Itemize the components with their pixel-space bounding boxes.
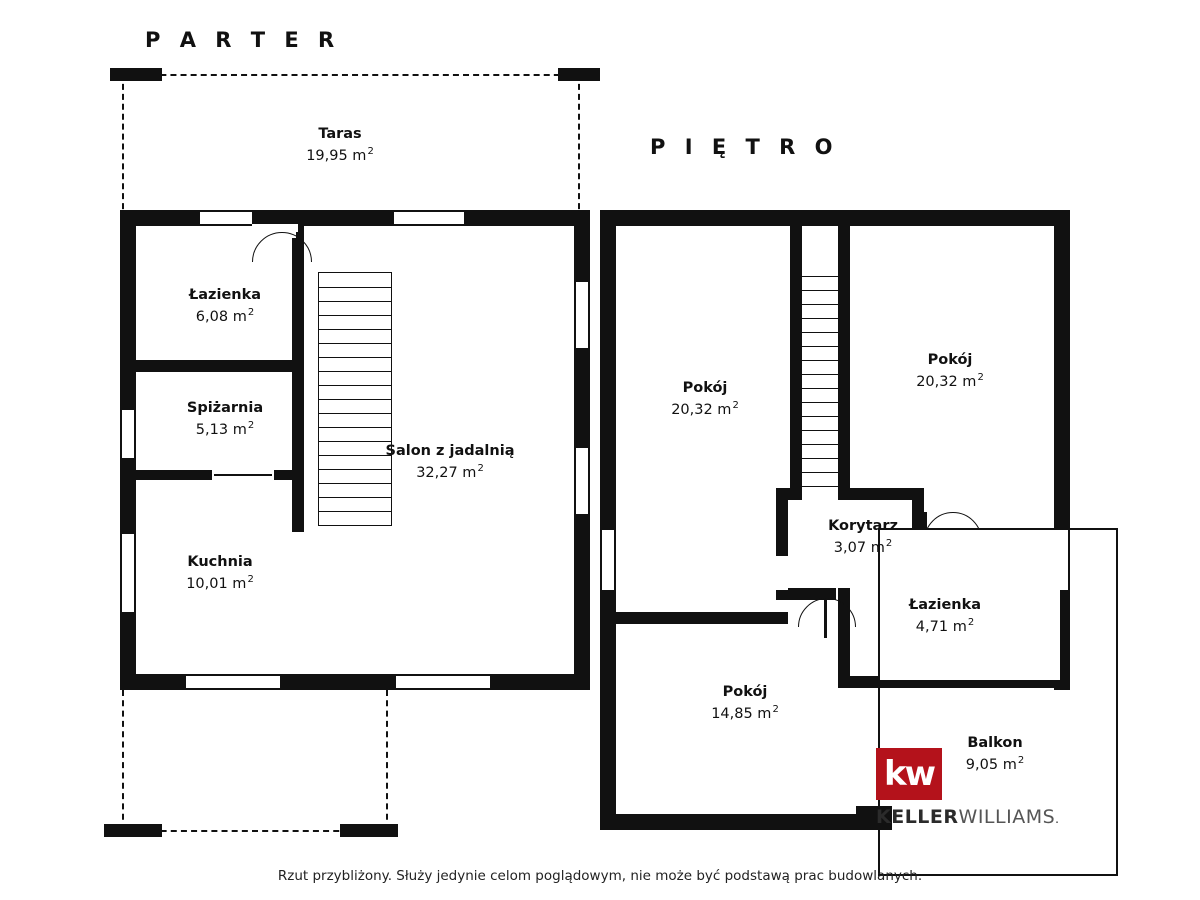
room-label-korytarz: Korytarz 3,07 $m^2$	[828, 518, 898, 556]
room-label-salon-z-jadalnia: Salon z jadalnią 32,27 $m^2$	[385, 443, 515, 481]
uf-wall-stair-right	[838, 226, 850, 498]
uf-wall-left	[600, 210, 616, 830]
uf-door-leaf-room	[824, 600, 827, 638]
gf-interior-wall-bath-pantry	[136, 360, 302, 372]
kw-wordmark-light: WILLIAMS	[958, 806, 1056, 828]
disclaimer-text: Rzut przybliżony. Służy jedynie celom poglądowym, nie może być podstawą prac budowlanych.	[277, 868, 923, 884]
room-label-pokoj-2: Pokój 20,32 $m^2$	[916, 352, 984, 390]
gf-window-right-2	[576, 448, 588, 514]
uf-wall-top	[600, 210, 1070, 226]
uf-door-opening-corridor-left	[776, 556, 788, 590]
entrance-post-bl	[104, 824, 162, 837]
gf-staircase	[318, 272, 392, 526]
uf-wall-room-divider	[616, 612, 788, 624]
floor-title-parter: P A R T E R	[145, 28, 341, 52]
kw-wordmark	[876, 806, 1066, 828]
kw-wordmark-bold: KELLER	[876, 806, 959, 828]
floor-title-pietro: P I Ę T R O	[650, 135, 839, 159]
gf-wall-top	[120, 210, 590, 226]
gf-door-leaf-bathroom	[296, 232, 299, 272]
gf-window-bottom-2	[396, 676, 490, 688]
terrace-outline-left	[122, 74, 124, 219]
kw-mark-icon: kw	[876, 748, 942, 800]
terrace-outline-right	[578, 74, 580, 219]
gf-window-left-1	[122, 410, 134, 458]
gf-window-top-2	[394, 212, 464, 224]
kw-wordmark-tm: .	[1055, 812, 1060, 826]
room-label-taras: Taras 19,95 $m^2$	[306, 126, 374, 164]
room-label-pokoj-3: Pokój 14,85 $m^2$	[711, 684, 779, 722]
uf-window-balcony-door	[858, 720, 872, 806]
gf-window-right-1	[576, 282, 588, 348]
uf-staircase	[802, 264, 838, 500]
keller-williams-logo	[876, 748, 1066, 828]
room-label-lazienka-parter: Łazienka 6,08 $m^2$	[188, 287, 262, 325]
terrace-outline-top	[120, 74, 580, 76]
entrance-outline-right	[386, 690, 388, 830]
uf-wall-stair-left	[790, 226, 802, 498]
room-label-spizarnia: Spiżarnia 5,13 $m^2$	[186, 400, 264, 438]
uf-window-left-1	[602, 530, 614, 590]
entrance-outline-left	[122, 690, 124, 830]
room-label-balkon: Balkon 9,05 $m^2$	[965, 735, 1025, 773]
uf-wall-bottom	[600, 814, 885, 830]
terrace-corner-post-tr	[558, 68, 600, 81]
room-label-pokoj-1: Pokój 20,32 $m^2$	[671, 380, 739, 418]
entrance-post-br	[340, 824, 398, 837]
gf-door-leaf-pantry	[214, 474, 272, 476]
room-label-lazienka-pietro: Łazienka 4,71 $m^2$	[908, 597, 982, 635]
room-label-kuchnia: Kuchnia 10,01 $m^2$	[186, 554, 254, 592]
gf-window-bottom-1	[186, 676, 280, 688]
gf-window-top-1	[200, 212, 252, 224]
terrace-corner-post-tl	[110, 68, 162, 81]
